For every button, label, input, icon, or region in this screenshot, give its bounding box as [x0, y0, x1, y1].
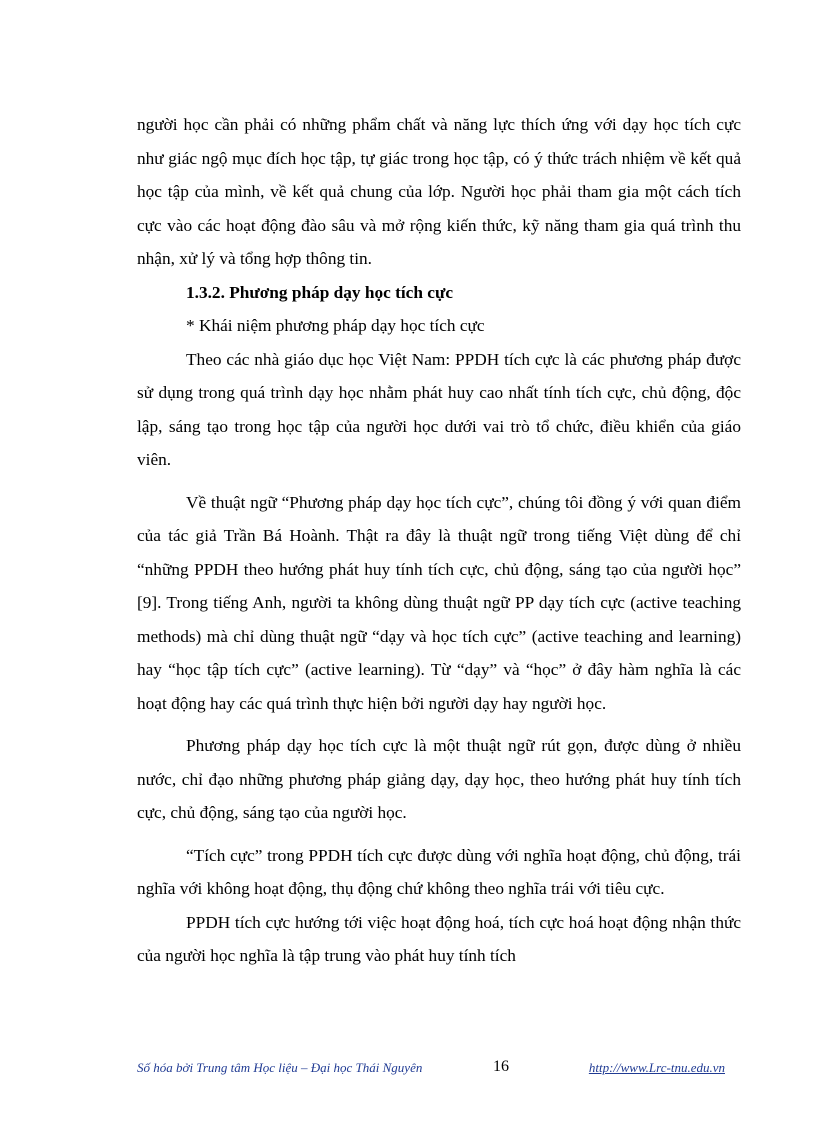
paragraph-short-term: Phương pháp dạy học tích cực là một thuật ngữ rút gọn, được dùng ở nhiều nước, chỉ đạo những phương pháp giảng dạy, dạy học, theo hướng phát huy tính tích cực, chủ động, sáng tạo của người học.: [137, 736, 741, 822]
document-body: [137, 108, 741, 973]
paragraph-terminology: Về thuật ngữ “Phương pháp dạy học tích cực”, chúng tôi đồng ý với quan điểm của tác giả Trần Bá Hoành. Thật ra đây là thuật ngữ trong tiếng Việt dùng để chỉ “những PPDH theo hướng phát huy tính tích cực, chủ động, sáng tạo của người học” [9]. Trong tiếng Anh, người ta không dùng thuật ngữ PP dạy tích cực (active teaching methods) mà chỉ dùng thuật ngữ “dạy và học tích cực” (active teaching and learning) hay “học tập tích cực” (active learning). Từ “dạy” và “học” ở đây hàm nghĩa là các hoạt động hay các quá trình thực hiện bởi người dạy hay người học.: [137, 492, 741, 713]
footer-source: Số hóa bởi Trung tâm Học liệu – Đại học Thái Nguyên: [137, 1060, 423, 1075]
paragraph-continuation: người học cần phải có những phẩm chất và năng lực thích ứng với dạy học tích cực như giác ngộ mục đích học tập, tự giác trong học tập, có ý thức trách nhiệm về kết quả học tập của mình, về kết quả chung của lớp. Người học phải tham gia một cách tích cực vào các hoạt động đào sâu và mở rộng kiến thức, kỹ năng tham gia quá trình thu nhận, xử lý và tổng hợp thông tin.: [137, 115, 741, 268]
paragraph-active-meaning: “Tích cực” trong PPDH tích cực được dùng với nghĩa hoạt động, chủ động, trái nghĩa với không hoạt động, thụ động chứ không theo nghĩa trái với tiêu cực.: [137, 845, 741, 898]
paragraph-definition: Theo các nhà giáo dục học Việt Nam: PPDH tích cực là các phương pháp được sử dụng trong quá trình dạy học nhằm phát huy cao nhất tính tích cực, chủ động, độc lập, sáng tạo trong học tập của người học dưới vai trò tổ chức, điều khiển của giáo viên.: [137, 349, 741, 469]
subheading-concept: * Khái niệm phương pháp dạy học tích cực: [186, 316, 485, 335]
paragraph-activation: PPDH tích cực hướng tới việc hoạt động hoá, tích cực hoá hoạt động nhận thức của người học nghĩa là tập trung vào phát huy tính tích: [137, 912, 741, 965]
footer-link[interactable]: http://www.Lrc-tnu.edu.vn: [588, 1060, 725, 1075]
page-number: 16: [493, 1058, 509, 1075]
page-footer: [137, 1058, 741, 1080]
section-heading: 1.3.2. Phương pháp dạy học tích cực: [186, 282, 453, 302]
